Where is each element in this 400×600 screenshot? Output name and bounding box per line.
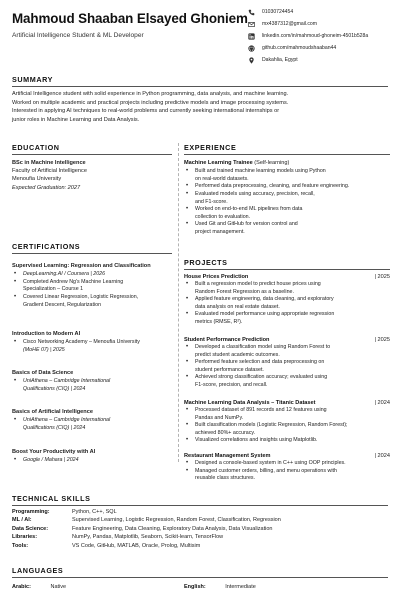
- experience-divider: [184, 154, 390, 155]
- project-name: House Prices Prediction: [184, 274, 249, 280]
- skill-row: [12, 516, 281, 524]
- skill-label: Programming:: [12, 509, 50, 515]
- project-name: Machine Learning Data Analysis – Titanic Dataset: [184, 400, 316, 406]
- projects-divider: [184, 269, 390, 270]
- languages-heading: LANGUAGES: [12, 566, 64, 575]
- phone-icon: [246, 8, 256, 17]
- list-item: • UniAthena – Cambridge International Qualifications (CIQ) | 2024: [12, 417, 110, 432]
- project-item: [184, 336, 390, 390]
- project-year: | 2025: [374, 274, 390, 280]
- project-item: [184, 399, 390, 445]
- degree: BSc in Machine Intelligence: [12, 160, 86, 166]
- list-item: • Google / Mahara | 2024: [12, 457, 95, 465]
- list-item: • Managed customer orders, billing, and menu operations with reusable class structures.: [184, 468, 390, 483]
- certification-name: Basics of Data Science: [12, 370, 74, 376]
- phone-number: 01030724454: [262, 9, 294, 15]
- project-year: | 2024: [374, 453, 390, 459]
- list-item: • Completed Andrew Ng's Machine Learning Specialization – Course 1: [12, 279, 151, 294]
- list-item: • Developed a classification model using Random Forest to predict student academic outcomes.: [184, 344, 390, 359]
- language-level: Intermediate: [225, 584, 256, 590]
- list-item: • Covered Linear Regression, Logistic Regression, Gradient Descent, Regularization: [12, 294, 151, 309]
- certification-name: Basics of Artificial Intelligence: [12, 409, 93, 415]
- language-item: [184, 584, 256, 590]
- language-label: Arabic:: [12, 584, 31, 590]
- graduation-date: Expected Graduation: 2027: [12, 184, 81, 191]
- candidate-title: Artificial Intelligence Student & ML Developer: [12, 32, 144, 39]
- skill-row: [12, 542, 281, 550]
- skill-row: [12, 508, 281, 516]
- skill-value: Feature Engineering, Data Cleaning, Exploratory Data Analysis, Data Visualization: [72, 525, 273, 532]
- project-item: [184, 273, 390, 327]
- summary-divider: [12, 86, 388, 87]
- contact-phone: [246, 7, 396, 17]
- list-item: • Achieved strong classification accuracy; evaluated using F1-score, precision, and recall.: [184, 374, 390, 389]
- email-link[interactable]: mx4387312@gmail.com: [262, 21, 318, 27]
- skill-label: Data Science:: [12, 525, 49, 532]
- skill-value: NumPy, Pandas, Matplotlib, Seaborn, Scikit-learn, TensorFlow: [72, 534, 224, 541]
- contact-location: [246, 55, 396, 65]
- skill-value: Supervised Learning, Logistic Regression, Random Forest, Classification, Regression: [72, 517, 281, 524]
- education-heading: EDUCATION: [12, 143, 60, 152]
- column-divider: [178, 143, 179, 462]
- list-item: • Performed feature selection and data preprocessing on student performance dataset.: [184, 359, 390, 374]
- location-text: Dakahlia, Egypt: [262, 57, 298, 63]
- location-icon: [246, 56, 256, 65]
- summary-line: Artificial Intelligence student with solid experience in Python programming, data analysis, and machine learning.: [12, 91, 289, 97]
- university: Menoufia University: [12, 176, 62, 183]
- list-item: • Cisco Networking Academy – Menoufia University (MoHE 07) | 2025: [12, 339, 140, 354]
- contact-github[interactable]: [246, 43, 396, 53]
- project-item: [184, 452, 390, 483]
- languages-divider: [12, 577, 388, 578]
- contact-email[interactable]: [246, 19, 396, 29]
- project-year: | 2024: [374, 400, 390, 406]
- experience-note: (Self-learning): [254, 160, 290, 166]
- certification-item: [12, 262, 151, 309]
- list-item: • DeepLearning.AI / Coursera | 2026: [12, 271, 151, 279]
- certifications-divider: [12, 253, 172, 254]
- certification-item: [12, 330, 140, 354]
- skill-value: Python, C++, SQL: [72, 509, 117, 515]
- certification-item: [12, 369, 110, 393]
- experience-entry: [184, 159, 349, 237]
- list-item: • Used Git and GitHub for version control and project management.: [184, 221, 349, 236]
- list-item: • Evaluated model performance using appropriate regression metrics (RMSE, R²).: [184, 311, 390, 326]
- summary-line: Interested in applying AI techniques to real-world problems and currently seeking international internships or: [12, 108, 280, 115]
- list-item: • Processed dataset of 891 records and 12 features using Pandas and NumPy.: [184, 407, 390, 422]
- project-name: Student Performance Prediction: [184, 337, 270, 343]
- project-year: | 2025: [374, 337, 390, 343]
- experience-heading: EXPERIENCE: [184, 143, 237, 152]
- skills-divider: [12, 505, 388, 506]
- linkedin-link[interactable]: linkedin.com/in/mahmoud-ghoneim-4501b528a: [262, 33, 369, 39]
- list-item: • Evaluated models using accuracy, precision, recall, and F1-score.: [184, 191, 349, 206]
- experience-role: Machine Learning Trainee: [184, 160, 253, 166]
- list-item: • UniAthena – Cambridge International Qualifications (CIQ) | 2024: [12, 378, 110, 393]
- certification-name: Boost Your Productivity with AI: [12, 449, 96, 455]
- skill-value: VS Code, GitHub, MATLAB, Oracle, Prolog, Multisim: [72, 542, 201, 549]
- list-item: • Designed a console-based system in C++ using OOP principles.: [184, 460, 390, 468]
- education-entry: [12, 159, 87, 192]
- list-item: • Built a regression model to predict house prices using Random Forest Regression as a baseline.: [184, 281, 390, 296]
- language-level: Native: [50, 584, 67, 590]
- candidate-name: Mahmoud Shaaban Elsayed Ghoniem: [12, 11, 248, 26]
- skill-label: Tools:: [12, 542, 29, 549]
- skill-row: [12, 533, 281, 541]
- summary-line: junior roles in Machine Learning and Data Analysis.: [12, 117, 140, 124]
- list-item: • Worked on end-to-end ML pipelines from data collection to evaluation.: [184, 206, 349, 221]
- github-link[interactable]: github.com/mahmoudshaaban44: [262, 45, 337, 51]
- faculty: Faculty of Artificial Intelligence: [12, 168, 87, 175]
- language-item: [12, 584, 66, 590]
- list-item: • Built classification models (Logistic Regression, Random Forest); achieved 80%+ accuracy.: [184, 422, 390, 437]
- linkedin-icon: [246, 32, 256, 41]
- project-name: Restaurant Management System: [184, 453, 271, 459]
- certifications-heading: CERTIFICATIONS: [12, 242, 81, 251]
- email-icon: [246, 20, 256, 29]
- skill-label: Libraries:: [12, 534, 38, 541]
- certification-item: [12, 408, 110, 432]
- summary-line: Worked on multiple academic and practical projects including predictive models and image processing systems.: [12, 99, 289, 106]
- education-divider: [12, 154, 172, 155]
- skills-heading: TECHNICAL SKILLS: [12, 494, 91, 503]
- certification-name: Introduction to Modern AI: [12, 331, 81, 337]
- contact-linkedin[interactable]: [246, 31, 396, 41]
- projects-heading: PROJECTS: [184, 258, 228, 267]
- github-icon: [246, 44, 256, 53]
- skill-label: ML / AI:: [12, 517, 32, 524]
- list-item: • Applied feature engineering, data cleaning, and exploratory data analysis on real estate dataset.: [184, 296, 390, 311]
- certification-name: Supervised Learning: Regression and Classification: [12, 263, 151, 269]
- list-item: • Built and trained machine learning models using Python on real-world datasets.: [184, 168, 349, 183]
- certification-item: [12, 448, 95, 465]
- list-item: • Visualized correlations and insights using Matplotlib.: [184, 437, 390, 445]
- list-item: • Performed data preprocessing, cleaning, and feature engineering.: [184, 183, 349, 191]
- summary-text: [12, 90, 390, 125]
- skill-row: [12, 525, 281, 533]
- language-label: English:: [184, 584, 206, 590]
- skills-table: [12, 508, 281, 550]
- summary-heading: SUMMARY: [12, 75, 54, 84]
